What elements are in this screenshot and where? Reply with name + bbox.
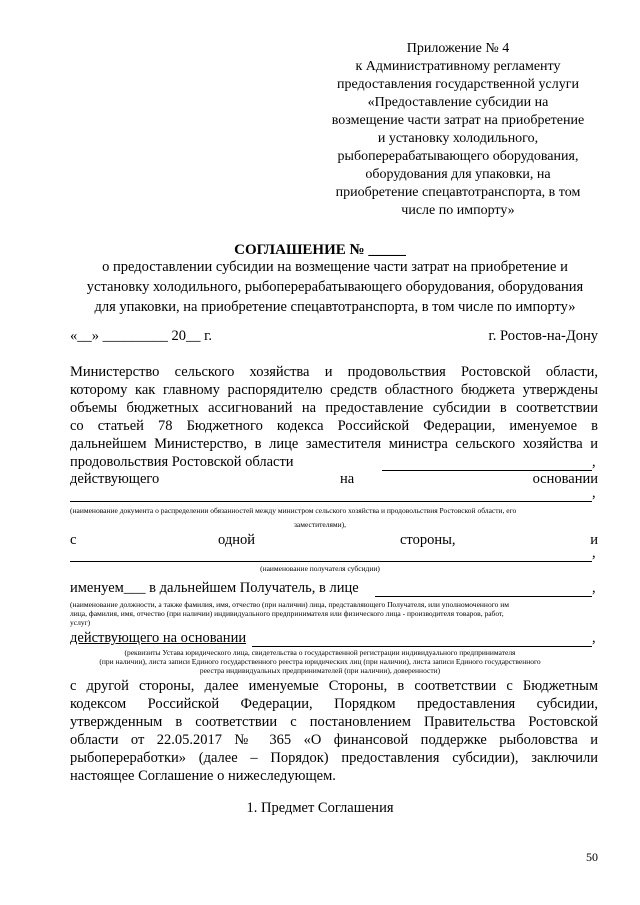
- subtitle-line: установку холодильного, рыбоперерабатывающего оборудования, оборудования: [86, 279, 584, 295]
- p2-line: рыбопереработки» (далее – Порядок) предоставления субсидии), заключили: [70, 750, 598, 766]
- note-basis: (реквизиты Устава юридического лица, свидетельства о государственной регистрации индивидуального предпринимателя: [124, 648, 516, 657]
- p1-line: продовольствия Ростовской области: [70, 454, 294, 470]
- named-line-end: ,: [592, 580, 596, 596]
- p2-line: утвержденным в соответствии с постановлением Правительства Ростовской: [70, 714, 598, 730]
- note-doc: (наименование документа о распределении обязанностей между министром сельского хозяйства и продовольствия Ростовской области, его: [70, 506, 517, 515]
- note-recipient: (наименование получателя субсидии): [260, 564, 380, 573]
- annex-line: приобретение спецавтотранспорта, в том: [335, 185, 581, 200]
- acting-basis: действующего на основании: [70, 630, 247, 646]
- side-word: стороны,: [400, 532, 456, 548]
- annex-line: оборудования для упаковки, на: [365, 167, 551, 182]
- annex-line: предоставления государственной услуги: [337, 77, 579, 92]
- named-line: именуем___ в дальнейшем Получатель, в лице: [70, 580, 359, 596]
- p1-line: Министерство сельского хозяйства и продовольствия Ростовской области,: [70, 364, 598, 380]
- p1-line: со статьей 78 Бюджетного кодекса Российской Федерации, именуемое в: [70, 418, 598, 434]
- agreement-city: г. Ростов-на-Дону: [488, 328, 598, 344]
- side-word: и: [590, 532, 598, 548]
- note-basis: реестра индивидуальных предпринимателей (при наличии), доверенности): [199, 666, 441, 675]
- annex-line: и установку холодильного,: [377, 131, 539, 146]
- p2-line: кодексом Российской Федерации, Порядком предоставления субсидии,: [70, 696, 598, 712]
- section-title: 1. Предмет Соглашения: [246, 800, 394, 816]
- note-person: лица, фамилия, имя, отчество (при наличии) индивидуального предпринимателя или физического лица - производителя товаров, работ,: [70, 609, 504, 618]
- annex-header: [318, 40, 598, 220]
- p1-line: дальнейшем Министерство, в лице заместителя министра сельского хозяйства и: [70, 436, 598, 452]
- p2-line: с другой стороны, далее именуемые Стороны, в соответствии с Бюджетным: [70, 678, 598, 694]
- note-doc: заместителями),: [293, 520, 347, 529]
- side-word: с: [70, 532, 77, 548]
- p1-line: объемы бюджетных ассигнований на предоставление субсидии в соответствии: [70, 400, 598, 416]
- note-person: услуг): [70, 618, 91, 627]
- annex-line: числе по импорту»: [401, 203, 515, 218]
- agreement-date: «__» _________ 20__ г.: [70, 328, 213, 344]
- side-word: одной: [218, 532, 255, 548]
- agreement-subtitle: [70, 257, 600, 317]
- acting-word: действующего: [70, 471, 160, 487]
- acting-word: основании: [532, 471, 598, 487]
- p1-line: которому как главному распорядителю средств областного бюджета утверждены: [70, 382, 598, 398]
- annex-line: возмещение части затрат на приобретение: [331, 113, 585, 128]
- page-number: 50: [586, 850, 598, 864]
- annex-line: «Предоставление субсидии на: [367, 95, 549, 110]
- blank-line: [70, 501, 592, 502]
- subtitle-line: о предоставлении субсидии на возмещение части затрат на приобретение и: [102, 259, 568, 275]
- note-person: (наименование должности, а также фамилия, имя, отчество (при наличии) лица, представляющего Получателя, или уполномоченного им: [70, 600, 509, 609]
- p1-line-end: ,: [592, 454, 596, 470]
- p2-line: области от 22.05.2017 № 365 «О финансовой поддержке рыболовства и: [70, 732, 598, 748]
- blank-line: [70, 561, 592, 562]
- subtitle-line: для упаковки, на приобретение спецавтотранспорта, в том числе по импорту»: [94, 299, 576, 315]
- acting-word: на: [340, 471, 355, 487]
- p2-line: настоящее Соглашение о нижеследующем.: [70, 768, 336, 784]
- blank-line: [252, 646, 592, 647]
- blank-line: [375, 596, 592, 597]
- annex-line: рыбоперерабатывающего оборудования,: [337, 149, 579, 164]
- note-basis: (при наличии), листа записи Единого государственного реестра юридических лиц (при наличии), листа записи Единого государственного: [99, 657, 541, 666]
- annex-line: Приложение № 4: [406, 41, 510, 56]
- annex-line: к Административному регламенту: [355, 59, 561, 74]
- agreement-title: СОГЛАШЕНИЕ № _____: [234, 242, 406, 258]
